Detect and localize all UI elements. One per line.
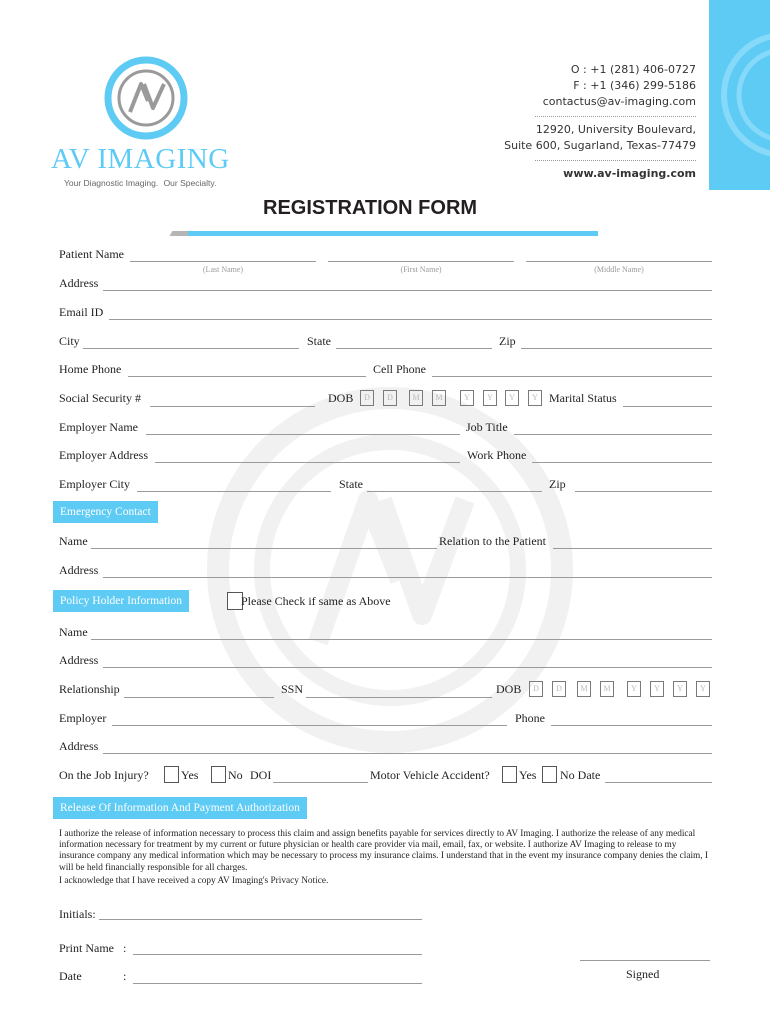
- employer-state-field[interactable]: [367, 491, 542, 492]
- relation-field[interactable]: [553, 548, 712, 549]
- ssn-field[interactable]: [150, 406, 315, 407]
- company-name: AV IMAGING: [51, 143, 230, 175]
- job-injury-yes-checkbox[interactable]: [164, 766, 179, 783]
- print-name-colon: :: [123, 941, 127, 955]
- middle-name-field[interactable]: [526, 261, 712, 262]
- employer-city-label: Employer City: [59, 477, 130, 491]
- job-title-label: Job Title: [466, 420, 508, 434]
- patient-name-label: Patient Name: [59, 247, 124, 261]
- emergency-address-field[interactable]: [103, 577, 712, 578]
- first-name-hint: (First Name): [400, 265, 442, 274]
- policy-address-field[interactable]: [103, 667, 712, 668]
- employer-city-field[interactable]: [137, 491, 331, 492]
- contact-email[interactable]: contactus@av-imaging.com: [542, 95, 696, 108]
- last-name-field[interactable]: [130, 261, 316, 262]
- dob-box[interactable]: D: [383, 390, 397, 406]
- contact-divider: [535, 116, 696, 117]
- policy-dob-box[interactable]: D: [529, 681, 543, 697]
- doi-label: DOI: [250, 768, 272, 782]
- middle-name-hint: (Middle Name): [594, 265, 644, 274]
- policy-dob-label: DOB: [496, 682, 522, 696]
- policy-employer-label: Employer: [59, 711, 107, 725]
- form-title: REGISTRATION FORM: [263, 197, 478, 219]
- policy-dob-box[interactable]: Y: [650, 681, 664, 697]
- work-phone-label: Work Phone: [467, 448, 527, 462]
- marital-status-label: Marital Status: [549, 391, 617, 405]
- city-label: City: [59, 334, 80, 348]
- home-phone-label: Home Phone: [59, 362, 122, 376]
- policy-address-label: Address: [59, 653, 99, 667]
- employer-address-label: Employer Address: [59, 448, 148, 462]
- date-colon: :: [123, 969, 127, 983]
- acknowledge-text: I acknowledge that I have received a copy AV Imaging's Privacy Notice.: [59, 876, 329, 886]
- date-label: Date: [59, 969, 82, 983]
- emergency-contact-header: Emergency Contact: [53, 501, 158, 523]
- company-tagline: Your Diagnostic Imaging. Our Specialty.: [64, 178, 217, 188]
- policy-ssn-field[interactable]: [306, 697, 492, 698]
- watermark-logo-icon: [200, 380, 580, 760]
- policy-dob-box[interactable]: Y: [673, 681, 687, 697]
- print-name-field[interactable]: [133, 954, 422, 955]
- strip-watermark-icon: [709, 0, 770, 190]
- policy-employer-address-field[interactable]: [103, 753, 712, 754]
- release-text: I authorize the release of information necessary to process this claim and assign benefits payable for services directly to AV Imaging. I authorize the release of any medical information necessary for treatment by my current or future physician or health care provider via mail, email, fax, or website. I authorize AV Imaging to release to my insurance company any medical information which may be necessary to process my insurance claims. I understand that in the event my insurance company denies the claim, I will be held financially responsible for all charges.: [59, 829, 709, 873]
- contact-divider: [535, 160, 696, 161]
- address-field[interactable]: [103, 290, 712, 291]
- first-name-field[interactable]: [328, 261, 514, 262]
- cell-phone-label: Cell Phone: [373, 362, 426, 376]
- policy-phone-field[interactable]: [551, 725, 712, 726]
- policy-dob-box[interactable]: Y: [696, 681, 710, 697]
- policy-name-label: Name: [59, 625, 88, 639]
- motor-accident-label: Motor Vehicle Accident?: [370, 768, 490, 782]
- emergency-address-label: Address: [59, 563, 99, 577]
- dob-box[interactable]: M: [432, 390, 446, 406]
- employer-name-label: Employer Name: [59, 420, 138, 434]
- job-injury-yes-label: Yes: [181, 768, 199, 782]
- employer-name-field[interactable]: [146, 434, 460, 435]
- policy-dob-box[interactable]: M: [600, 681, 614, 697]
- home-phone-field[interactable]: [128, 376, 366, 377]
- zip-field[interactable]: [521, 348, 712, 349]
- no-date-field[interactable]: [605, 782, 712, 783]
- employer-zip-field[interactable]: [575, 491, 712, 492]
- relationship-label: Relationship: [59, 682, 120, 696]
- ssn-label: Social Security #: [59, 391, 141, 405]
- initials-field[interactable]: [99, 919, 422, 920]
- dob-label: DOB: [328, 391, 354, 405]
- dob-box[interactable]: Y: [483, 390, 497, 406]
- dob-box[interactable]: M: [409, 390, 423, 406]
- policy-name-field[interactable]: [91, 639, 712, 640]
- release-header: Release Of Information And Payment Authorization: [53, 797, 307, 819]
- print-name-label: Print Name: [59, 941, 114, 955]
- dob-box[interactable]: Y: [460, 390, 474, 406]
- relationship-field[interactable]: [124, 697, 274, 698]
- cell-phone-field[interactable]: [432, 376, 712, 377]
- motor-accident-no-checkbox[interactable]: [542, 766, 557, 783]
- dob-box[interactable]: Y: [528, 390, 542, 406]
- state-label: State: [307, 334, 331, 348]
- emergency-name-label: Name: [59, 534, 88, 548]
- address-label: Address: [59, 276, 99, 290]
- job-injury-no-checkbox[interactable]: [211, 766, 226, 783]
- last-name-hint: (Last Name): [202, 265, 244, 274]
- contact-fax: F : +1 (346) 299-5186: [573, 79, 696, 92]
- contact-address-1: 12920, University Boulevard,: [535, 123, 696, 136]
- job-title-field[interactable]: [514, 434, 712, 435]
- policy-dob-box[interactable]: D: [552, 681, 566, 697]
- city-field[interactable]: [83, 348, 299, 349]
- motor-accident-yes-label: Yes: [519, 768, 537, 782]
- marital-status-field[interactable]: [623, 406, 712, 407]
- policy-ssn-label: SSN: [281, 682, 304, 696]
- job-injury-label: On the Job Injury?: [59, 768, 149, 782]
- employer-address-field[interactable]: [155, 462, 460, 463]
- email-label: Email ID: [59, 305, 104, 319]
- dob-box[interactable]: D: [360, 390, 374, 406]
- policy-holder-header: Policy Holder Information: [53, 590, 189, 612]
- policy-employer-field[interactable]: [112, 725, 507, 726]
- contact-website[interactable]: www.av-imaging.com: [563, 167, 696, 180]
- email-field[interactable]: [109, 319, 712, 320]
- av-logo-icon: [104, 56, 188, 140]
- employer-zip-label: Zip: [549, 477, 566, 491]
- relation-label: Relation to the Patient: [439, 534, 546, 548]
- job-injury-no-label: No: [228, 768, 243, 782]
- dob-box[interactable]: Y: [505, 390, 519, 406]
- emergency-name-field[interactable]: [91, 548, 437, 549]
- signed-label: Signed: [626, 967, 660, 981]
- employer-state-label: State: [339, 477, 363, 491]
- policy-dob-box[interactable]: Y: [627, 681, 641, 697]
- policy-employer-address-label: Address: [59, 739, 99, 753]
- no-date-label: No Date: [560, 768, 601, 782]
- same-as-above-label: Please Check if same as Above: [241, 594, 391, 608]
- initials-label: Initials:: [59, 907, 96, 921]
- date-field[interactable]: [133, 983, 422, 984]
- state-field[interactable]: [336, 348, 492, 349]
- signature-field[interactable]: [580, 960, 710, 961]
- contact-address-2: Suite 600, Sugarland, Texas-77479: [504, 139, 696, 152]
- motor-accident-yes-checkbox[interactable]: [502, 766, 517, 783]
- policy-dob-box[interactable]: M: [577, 681, 591, 697]
- zip-label: Zip: [499, 334, 516, 348]
- contact-phone: O : +1 (281) 406-0727: [570, 63, 696, 76]
- title-underline-blue: [188, 231, 598, 236]
- policy-phone-label: Phone: [515, 711, 545, 725]
- doi-field[interactable]: [273, 782, 368, 783]
- work-phone-field[interactable]: [532, 462, 712, 463]
